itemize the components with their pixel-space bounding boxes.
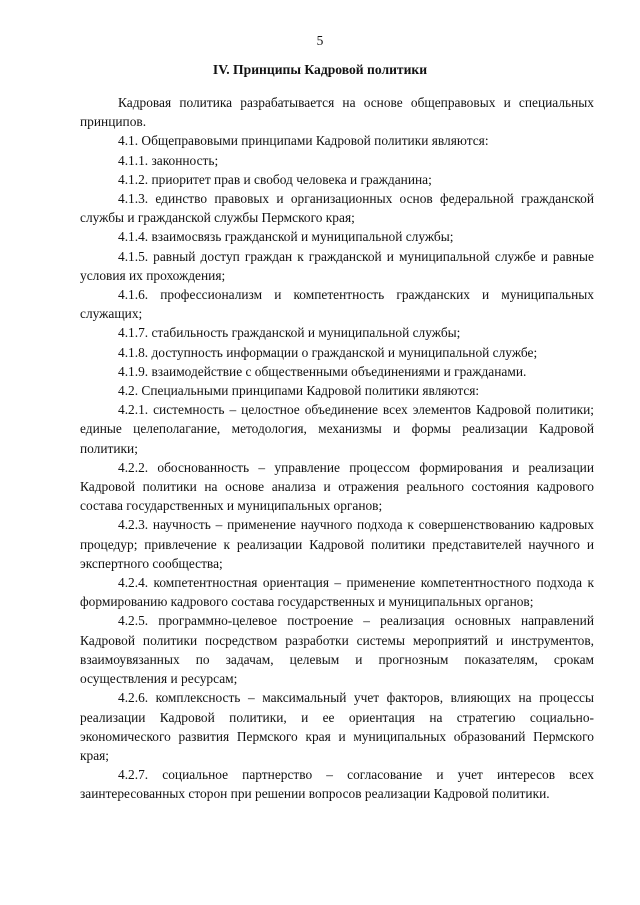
paragraph-4-2-1: 4.2.1. системность – целостное объединение всех элементов Кадровой политики; единые целеполагание, методология, механизмы и формы реализации Кадровой политики; bbox=[80, 402, 594, 456]
paragraph-4-2-3: 4.2.3. научность – применение научного подхода к совершенствованию кадровых процедур; привлечение к реализации Кадровой политики представителей научного и экспертного сообщества; bbox=[80, 517, 594, 571]
page-number: 5 bbox=[316, 33, 324, 48]
document-body bbox=[80, 93, 594, 804]
paragraph-4-1-7: 4.1.7. стабильность гражданской и муниципальной службы; bbox=[118, 325, 461, 341]
paragraph-4-1-6: 4.1.6. профессионализм и компетентность гражданских и муниципальных служащих; bbox=[80, 287, 594, 322]
paragraph-4-1: 4.1. Общеправовыми принципами Кадровой политики являются: bbox=[118, 133, 489, 149]
paragraph-4-2-7: 4.2.7. социальное партнерство – согласование и учет интересов всех заинтересованных сторон при решении вопросов реализации Кадровой политики. bbox=[80, 767, 594, 802]
section-title: IV. Принципы Кадровой политики bbox=[212, 62, 428, 77]
paragraph-4-1-3: 4.1.3. единство правовых и организационных основ федеральной гражданской службы и гражданской службы Пермского края; bbox=[80, 191, 594, 226]
paragraph-4-1-2: 4.1.2. приоритет прав и свобод человека и гражданина; bbox=[118, 171, 432, 187]
paragraph-4-1-8: 4.1.8. доступность информации о гражданской и муниципальной службе; bbox=[118, 344, 538, 360]
paragraph-4-2-4: 4.2.4. компетентностная ориентация – применение компетентностного подхода к формированию кадрового состава государственных и муниципальных органов; bbox=[80, 575, 594, 610]
paragraph-4-2-6: 4.2.6. комплексность – максимальный учет факторов, влияющих на процессы реализации Кадровой политики, и ее ориентация на стратегию социально-экономического развития Пермского края и муниципальных образований Пермского края; bbox=[80, 690, 594, 763]
paragraph-4-2-5: 4.2.5. программно-целевое построение – реализация основных направлений Кадровой политики посредством разработки системы мероприятий и инструментов, взаимоувязанных по задачам, целевым и прогнозным показателям, срокам осуществления и ресурсам; bbox=[80, 613, 594, 687]
paragraph-4-2: 4.2. Специальными принципами Кадровой политики являются: bbox=[118, 383, 480, 399]
paragraph-intro: Кадровая политика разрабатывается на основе общеправовых и специальных принципов. bbox=[80, 95, 594, 130]
paragraph-4-1-9: 4.1.9. взаимодействие с общественными объединениями и гражданами. bbox=[118, 363, 527, 379]
paragraph-4-2-2: 4.2.2. обоснованность – управление процессом формирования и реализации Кадровой политики на основе анализа и отражения реального состояния кадрового состава государственных и муниципальных органов; bbox=[80, 459, 594, 514]
paragraph-4-1-1: 4.1.1. законность; bbox=[118, 152, 219, 168]
paragraph-4-1-4: 4.1.4. взаимосвязь гражданской и муниципальной службы; bbox=[118, 229, 454, 245]
paragraph-4-1-5: 4.1.5. равный доступ граждан к гражданской и муниципальной службе и равные условия их прохождения; bbox=[80, 248, 594, 283]
